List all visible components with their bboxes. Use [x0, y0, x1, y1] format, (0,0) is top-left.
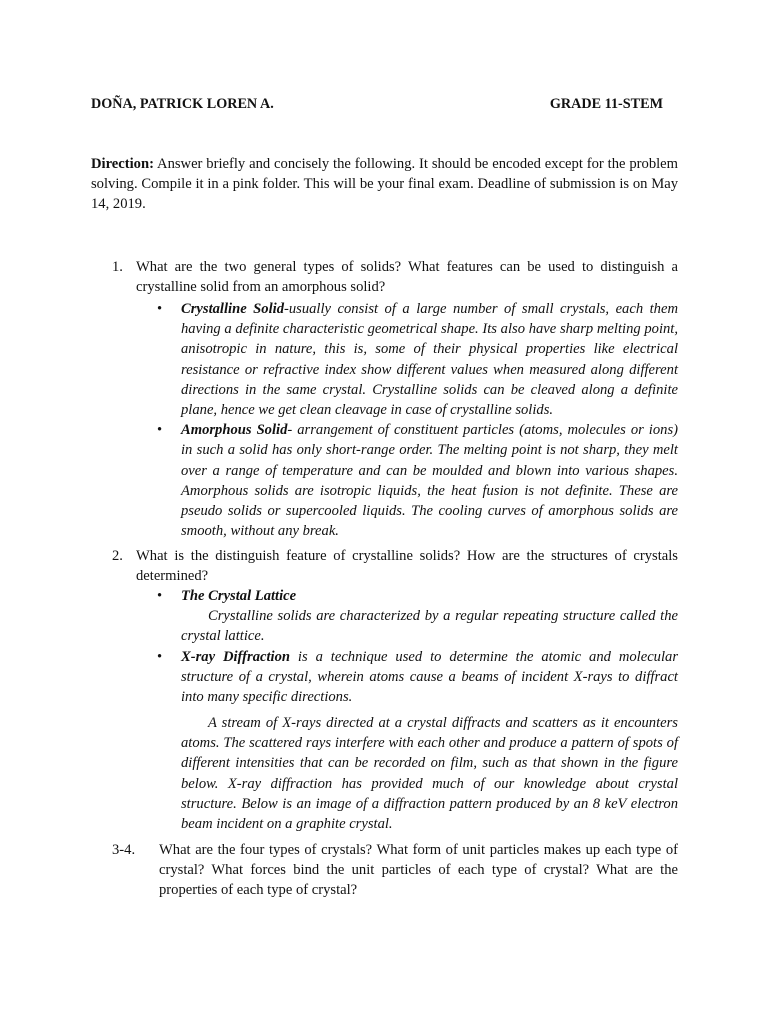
question-number: 1. [112, 259, 123, 275]
question-text: What are the four types of crystals? What form of unit particles makes up each type of crystal? What forces bind the unit particles of each type of crystal? What are the properties of each type of crystal? [159, 842, 678, 899]
bullet-icon: • [157, 301, 163, 317]
answer-term: Crystalline Solid [181, 301, 284, 317]
direction-text: Answer briefly and concisely the following. It should be encoded except for the problem solving. Compile it in a pink folder. This will be your final exam. Deadline of submission is on May 14, 2019. [91, 156, 678, 213]
question-3-4 [112, 840, 678, 901]
direction-paragraph [91, 154, 678, 215]
bullet-icon: • [157, 588, 163, 604]
question-text: What is the distinguish feature of crystalline solids? How are the structures of crystals determined? [136, 548, 678, 585]
question-2 [112, 546, 678, 586]
bullet-icon: • [157, 422, 163, 439]
answer-text: -usually consist of a large number of small crystals, each them having a definite characteristic geometrical shape. Its also have sharp melting point, anisotropic in nature, this is, some of their physical properties like electrical resistance or refractive index show different values when measured along different directions in the same crystal. Crystalline solids can be cleaved along a definite plane, hence we get clean cleavage in case of crystalline solids. [181, 301, 678, 419]
answer-bullet [157, 299, 678, 420]
answer-text: is a technique used to determine the atomic and molecular structure of a crystal, wherein atoms cause a beams of incident X-rays to diffract into many specific directions. [181, 648, 678, 706]
question-text: What are the two general types of solids? What features can be used to distinguish a crystalline solid from an amorphous solid? [136, 259, 678, 296]
answer-bullet [157, 647, 678, 708]
direction-label: Direction: [91, 156, 154, 172]
question-1-answers [157, 299, 678, 541]
xray-paragraph [181, 713, 678, 834]
question-number: 2. [112, 548, 123, 564]
grade-level: GRADE 11-STEM [549, 96, 663, 112]
answer-bullet [157, 420, 678, 541]
question-2-answers [157, 586, 678, 707]
answer-text: - arrangement of constituent particles (atoms, molecules or ions) in such a solid has only short-range order. The melting point is not sharp, they melt over a range of temperature and can be moulded and blown into various shapes. Amorphous solids are isotropic liquids, the heat fusion is not definite. These are pseudo solids or supercooled liquids. The cooling curves of amorphous solids are smooth, without any break. [181, 422, 678, 540]
xray-paragraph-text: A stream of X-rays directed at a crystal diffracts and scatters as it encounters atoms. The scattered rays interfere with each other and produce a pattern of spots of different intensities that can be recorded on film, such as that shown in the figure below. X-ray diffraction has provided much of our knowledge about crystal structure. Below is an image of a diffraction pattern produced by an 8 keV electron beam incident on a graphite crystal. [181, 715, 678, 833]
header [91, 94, 663, 114]
answer-bullet [157, 586, 678, 647]
question-1 [112, 257, 678, 297]
answer-term: X-ray Diffraction [181, 648, 290, 665]
question-number: 3-4. [112, 842, 136, 858]
bullet-icon: • [157, 648, 163, 665]
answer-term: Amorphous Solid [181, 422, 288, 439]
answer-term: The Crystal Lattice [181, 588, 297, 604]
student-name: DOÑA, PATRICK LOREN A. [91, 96, 274, 112]
answer-text: Crystalline solids are characterized by a regular repeating structure called the crystal lattice. [181, 608, 678, 645]
